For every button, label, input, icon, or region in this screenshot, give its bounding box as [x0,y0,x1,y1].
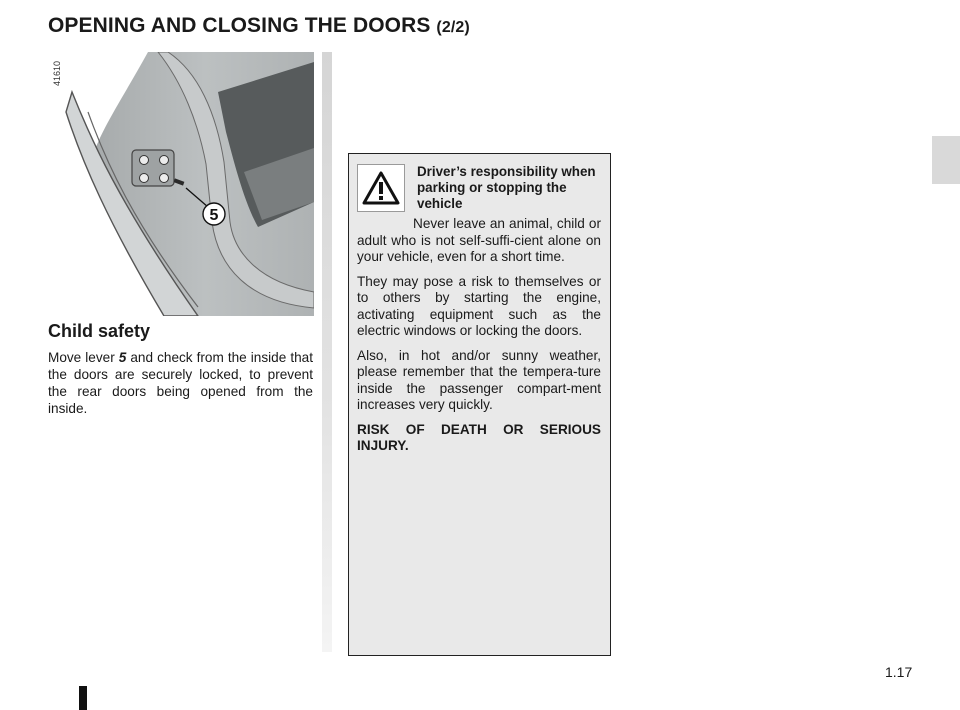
warning-box [348,153,611,656]
child-safety-text-after: and check from the inside that the doors are securely locked, to prevent the rear doors being opened from the inside. [48,350,313,416]
page-title [48,14,470,38]
warning-triangle-icon [357,164,405,212]
warning-risk: RISK OF DEATH OR SERIOUS INJURY. [357,421,601,453]
page-title-main: OPENING AND CLOSING THE DOORS [48,14,431,37]
child-safety-heading: Child safety [48,321,151,341]
corner-mark [79,686,87,710]
page-title-part: (2/2) [436,19,470,36]
door-lever-illustration [48,52,314,316]
callout-number: 5 [209,207,219,224]
warning-title: Driver’s responsibility when parking or stopping the vehicle [417,164,596,211]
child-safety-text [48,349,313,417]
warning-paragraph-1: Never leave an animal, child or adult who is not self-suffi-cient alone on your vehicle, even for a short time. [357,216,601,264]
figure-code: 41610 [52,60,62,86]
lever-reference: 5 [118,350,127,365]
column-divider [322,52,332,652]
warning-paragraph-3: Also, in hot and/or sunny weather, please remember that the tempera-ture inside the passenger compart-ment increases very quickly. [357,347,601,412]
warning-header [357,164,601,212]
chapter-side-tab [932,136,960,184]
child-safety-text-before: Move lever [48,350,119,365]
page-number: 1.17 [885,664,913,680]
warning-paragraph-2: They may pose a risk to themselves or to others by starting the engine, activating equipment such as the electric windows or locking the doors. [357,273,601,338]
door-illustration-graphic [48,52,314,316]
